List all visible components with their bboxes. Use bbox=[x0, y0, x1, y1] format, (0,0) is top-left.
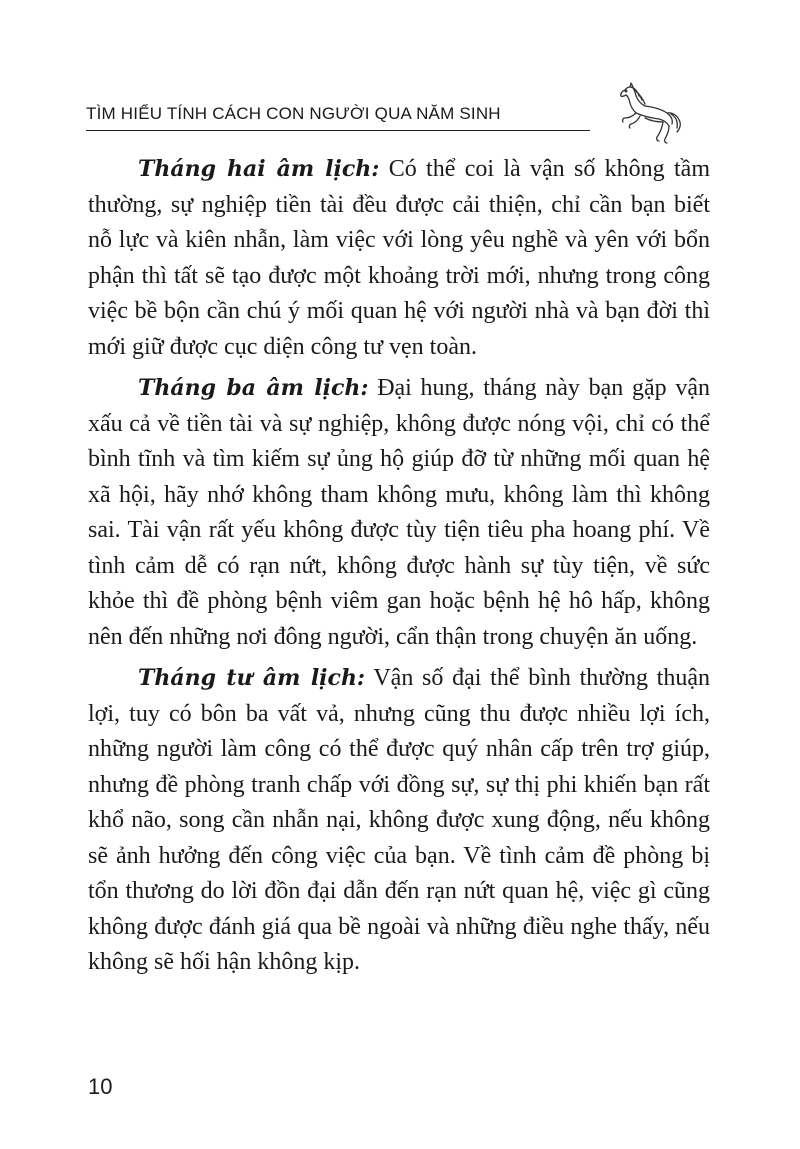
paragraph-month-3 bbox=[88, 371, 710, 655]
paragraph-text: Có thể coi là vận số không tầm thường, sự nghiệp tiền tài đều được cải thiện, chỉ cần bạn biết nỗ lực và kiên nhẫn, làm việc với lòng yêu nghề và yên với bổn phận thì tất sẽ tạo được một khoảng trời mới, nhưng trong công việc bề bộn cần chú ý mối quan hệ với người nhà và bạn đời thì mới giữ được cục diện công tư vẹn toàn. bbox=[88, 156, 711, 360]
paragraph-lead: Tháng hai âm lịch: bbox=[138, 156, 380, 182]
paragraph-month-4 bbox=[88, 661, 710, 981]
running-header bbox=[86, 94, 590, 131]
paragraph-text: Vận số đại thể bình thường thuận lợi, tuy có bôn ba vất vả, nhưng cũng thu được nhiều lợi ích, những người làm công có thể được quý nhân cấp trên trợ giúp, nhưng đề phòng tranh chấp với đồng sự, sự thị phi khiến bạn rất khổ não, song cần nhẫn nại, không được xung động, nếu không sẽ ảnh hưởng đến công việc của bạn. Về tình cảm đề phòng bị tổn thương do lời đồn đại dẫn đến rạn nứt quan hệ, việc gì cũng không được đánh giá qua bề ngoài và những điều nghe thấy, nếu không sẽ hối hận không kịp. bbox=[88, 665, 710, 975]
horse-icon bbox=[605, 82, 685, 146]
paragraph-lead: Tháng ba âm lịch: bbox=[138, 375, 369, 401]
header-title: TÌM HIỂU TÍNH CÁCH CON NGƯỜI QUA NĂM SINH bbox=[86, 104, 501, 123]
paragraph-text: Đại hung, tháng này bạn gặp vận xấu cả về tiền tài và sự nghiệp, không được nóng vội, chỉ có thể bình tĩnh và tìm kiếm sự ủng hộ giúp đỡ từ những mối quan hệ xã hội, hãy nhớ không tham không mưu, không làm thì không sai. Tài vận rất yếu không được tùy tiện tiêu pha hoang phí. Về tình cảm dễ có rạn nứt, không được hành sự tùy tiện, về sức khỏe thì đề phòng bệnh viêm gan hoặc bệnh hệ hô hấp, không nên đến những nơi đông người, cẩn thận trong chuyện ăn uống. bbox=[88, 375, 710, 650]
page-number: 10 bbox=[88, 1074, 113, 1099]
paragraph-month-2 bbox=[88, 152, 710, 365]
page-body bbox=[88, 152, 710, 987]
paragraph-lead: Tháng tư âm lịch: bbox=[138, 665, 366, 691]
